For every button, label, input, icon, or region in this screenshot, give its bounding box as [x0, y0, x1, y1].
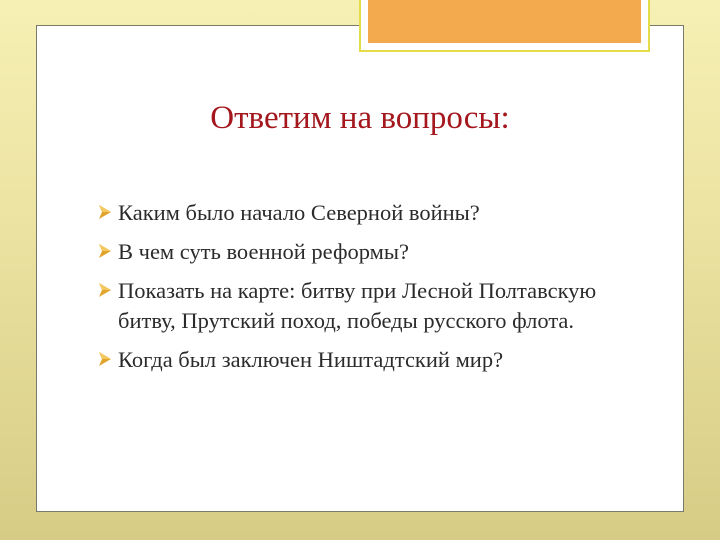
arrowhead-bullet-icon [98, 243, 112, 259]
bullet-list [96, 198, 616, 384]
list-item [96, 276, 616, 336]
arrowhead-bullet-icon [98, 204, 112, 220]
bullet-text: Когда был заключен Ништадтский мир? [118, 347, 504, 372]
bullet-text: Каким было начало Северной войны? [118, 200, 480, 225]
accent-block [368, 0, 641, 43]
arrowhead-bullet-icon [98, 282, 112, 298]
list-item [96, 237, 616, 267]
list-item [96, 345, 616, 375]
bullet-text: В чем суть военной реформы? [118, 239, 410, 264]
bullet-text: Показать на карте: битву при Лесной Полтавскую битву, Прутский поход, победы русского флота. [118, 278, 597, 333]
slide-title: Ответим на вопросы: [210, 100, 510, 136]
arrowhead-bullet-icon [98, 351, 112, 367]
list-item [96, 198, 616, 228]
